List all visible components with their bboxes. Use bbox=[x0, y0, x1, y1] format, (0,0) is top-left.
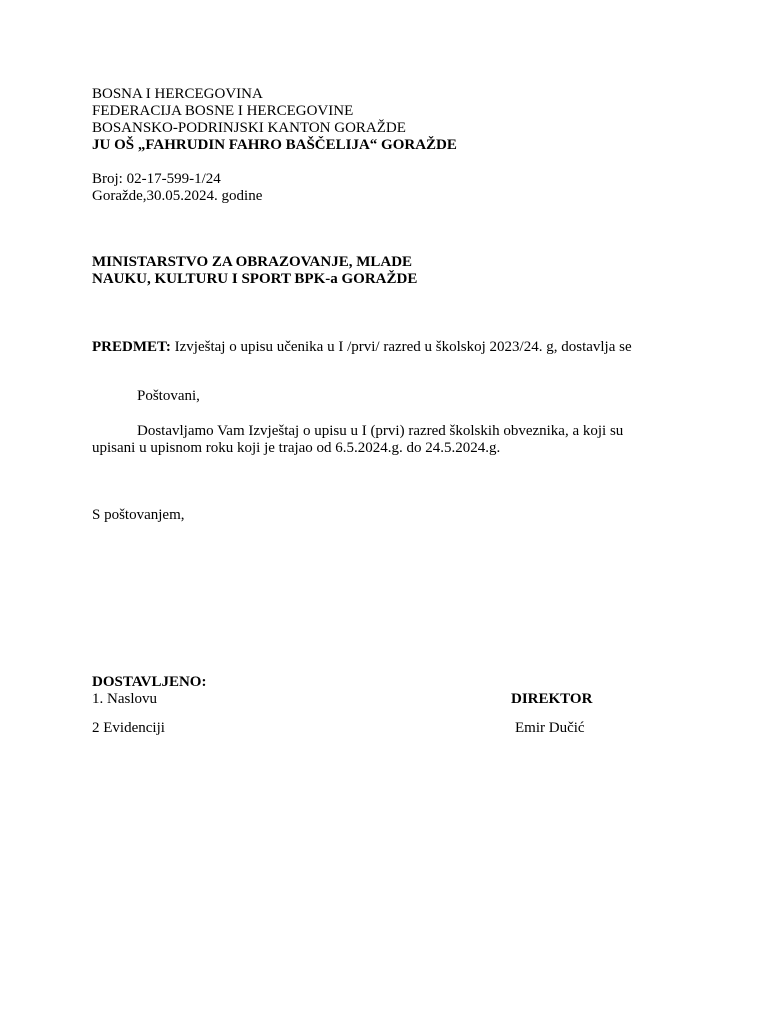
subject-text: Izvještaj o upisu učenika u I /prvi/ razred u školskoj 2023/24. g, dostavlja se bbox=[170, 339, 632, 355]
recipient-line-1: MINISTARSTVO ZA OBRAZOVANJE, MLADE bbox=[92, 254, 413, 270]
body-paragraph-line-2: upisani u upisnom roku koji je trajao od 6.5.2024.g. do 24.5.2024.g. bbox=[92, 440, 501, 456]
signature-title: DIREKTOR bbox=[511, 691, 593, 707]
delivered-item: 1. Naslovu bbox=[92, 691, 157, 707]
header-canton: BOSANSKO-PODRINJSKI KANTON GORAŽDE bbox=[92, 120, 406, 136]
signature-name: Emir Dučić bbox=[515, 720, 585, 736]
subject-label: PREDMET: bbox=[92, 339, 171, 355]
header-federation: FEDERACIJA BOSNE I HERCEGOVINE bbox=[92, 103, 354, 119]
closing: S poštovanjem, bbox=[92, 507, 185, 523]
subject-line bbox=[92, 339, 632, 356]
header-country: BOSNA I HERCEGOVINA bbox=[92, 86, 263, 102]
reference-number: Broj: 02-17-599-1/24 bbox=[92, 171, 221, 187]
recipient-line-2: NAUKU, KULTURU I SPORT BPK-a GORAŽDE bbox=[92, 271, 418, 287]
delivered-item: 2 Evidenciji bbox=[92, 720, 165, 736]
greeting: Poštovani, bbox=[137, 388, 200, 404]
reference-place-date: Goražde,30.05.2024. godine bbox=[92, 188, 263, 204]
delivered-heading: DOSTAVLJENO: bbox=[92, 674, 207, 690]
header-school: JU OŠ „FAHRUDIN FAHRO BAŠČELIJA“ GORAŽDE bbox=[92, 137, 457, 153]
body-paragraph-line-1: Dostavljamo Vam Izvještaj o upisu u I (prvi) razred školskih obveznika, a koji su bbox=[137, 423, 624, 439]
